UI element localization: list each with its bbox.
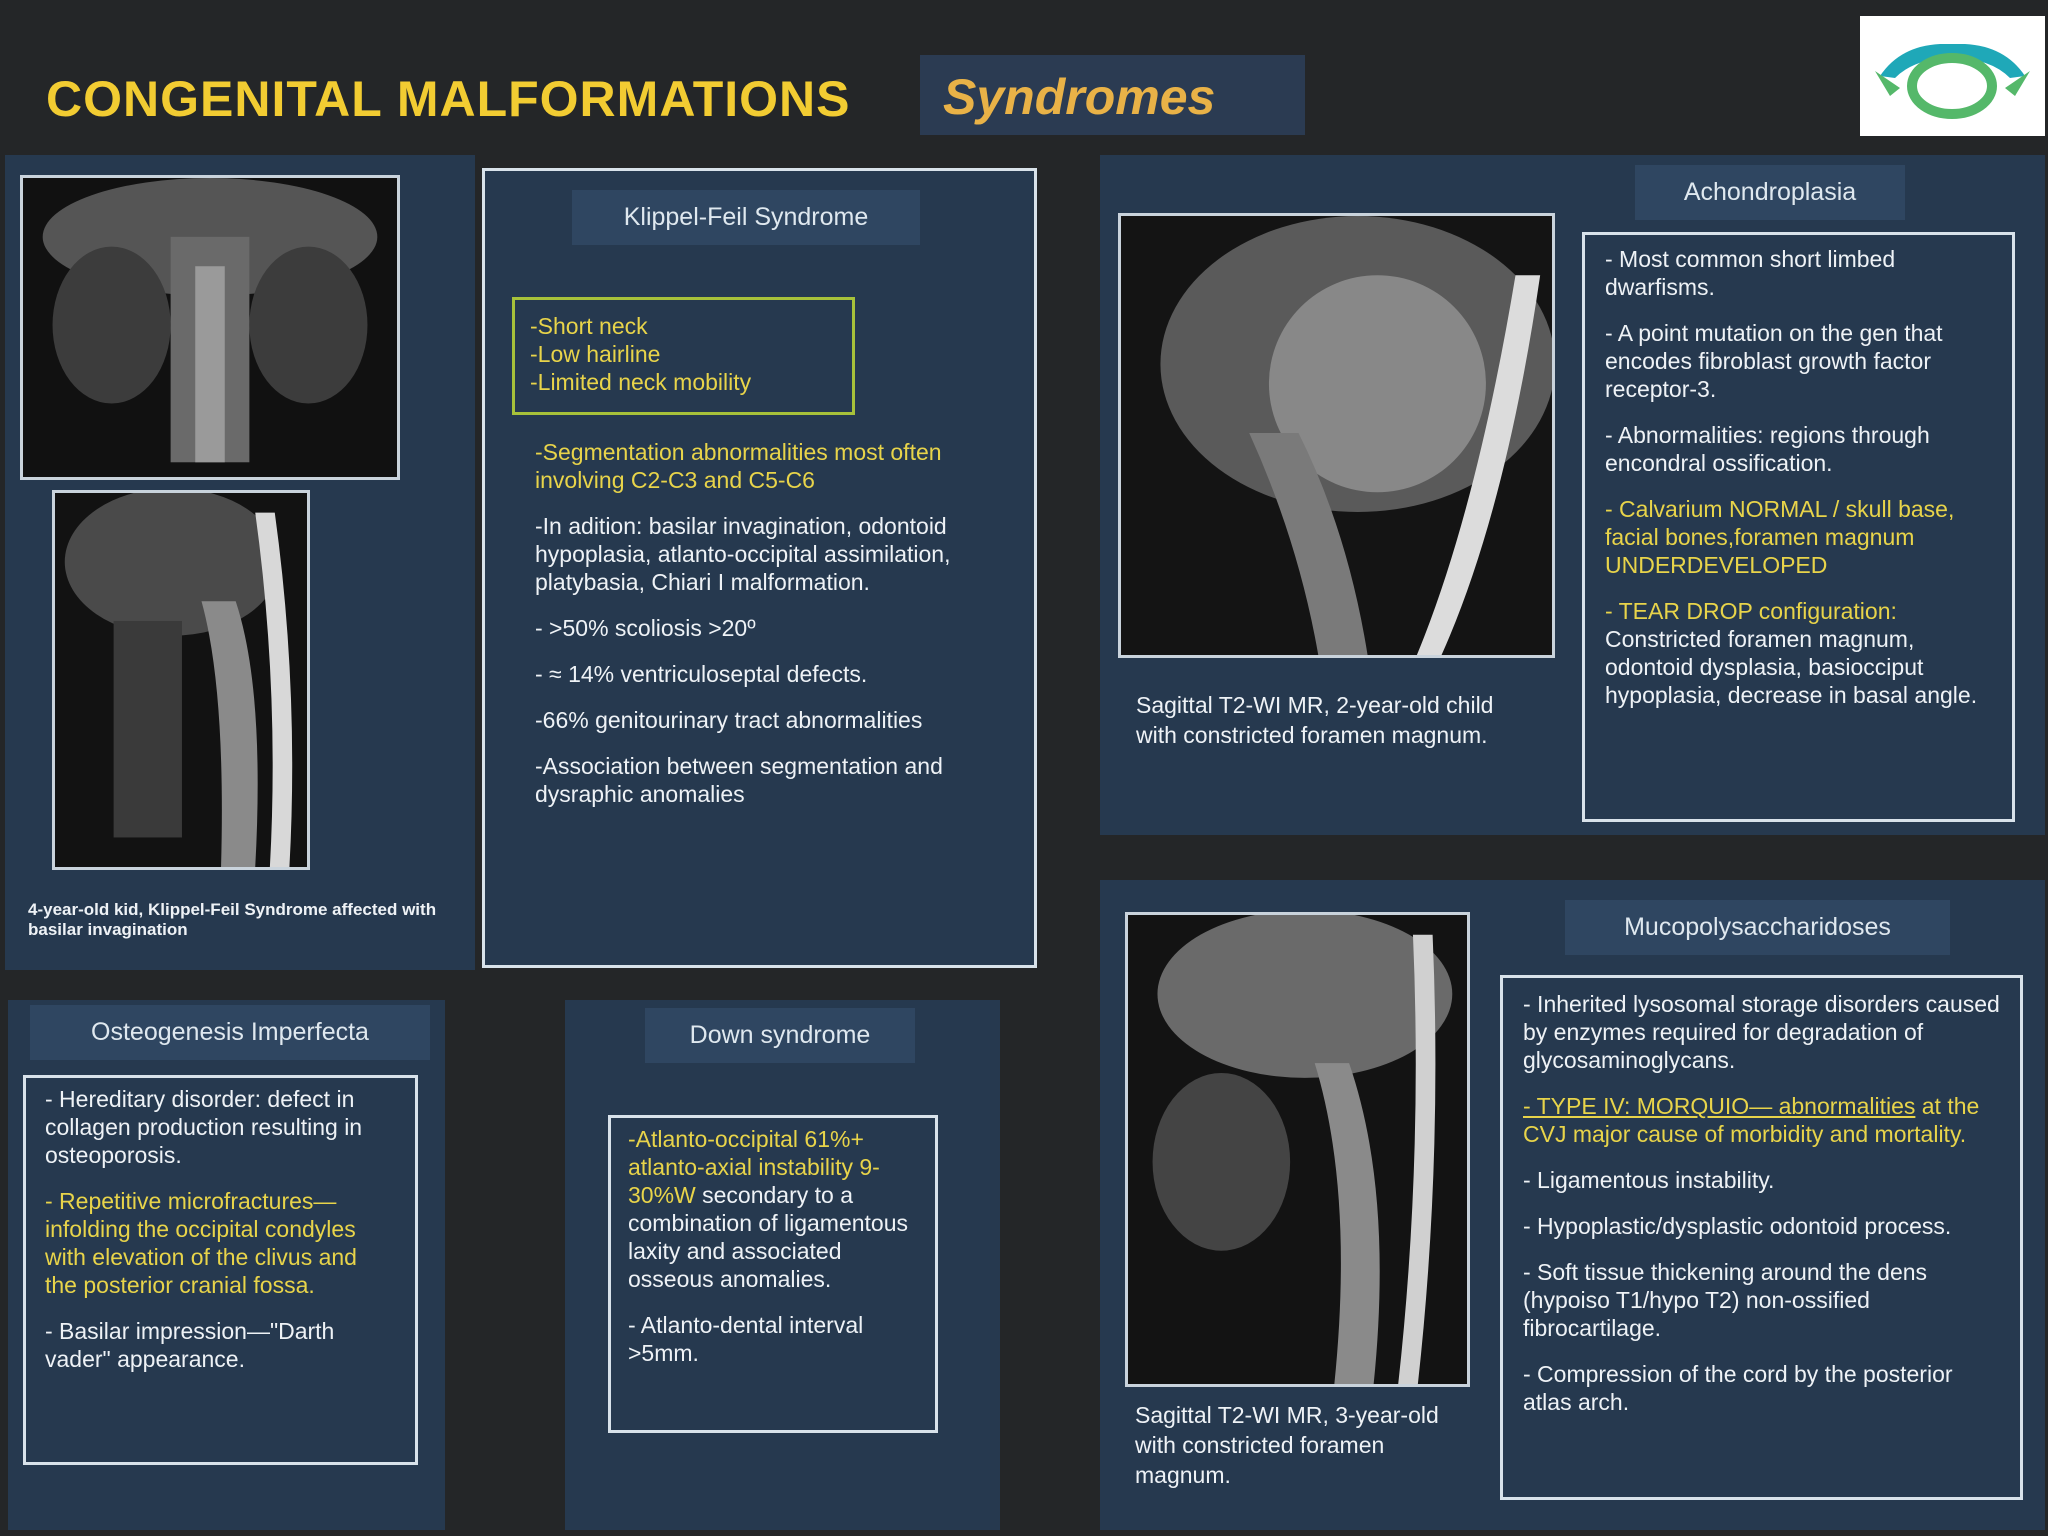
logo-image xyxy=(1860,16,2045,136)
osteogenesis-p2: - Repetitive microfractures—infolding the occipital condyles with elevation of the clivus and the posterior cranial fossa. xyxy=(45,1188,357,1298)
down-p1-text: secondary to a combination of ligamentous laxity and associated osseous anomalies. xyxy=(628,1182,908,1292)
achondroplasia-text xyxy=(1605,245,2000,727)
mri-sagittal-image xyxy=(52,490,310,870)
achondroplasia-p2: - A point mutation on the gen that encodes fibroblast growth factor receptor-3. xyxy=(1605,320,1943,402)
mps-p3: - Ligamentous instability. xyxy=(1523,1167,1775,1193)
triad-item: -Low hairline xyxy=(530,341,661,367)
mri-achondroplasia-image xyxy=(1118,213,1555,658)
achondroplasia-p1: - Most common short limbed dwarfisms. xyxy=(1605,246,1896,300)
mri-mps-image xyxy=(1125,912,1470,1387)
klippel-gu-text: -66% genitourinary tract abnormalities xyxy=(535,707,923,733)
down-heading: Down syndrome xyxy=(645,1008,915,1063)
achondroplasia-p5-highlight: - TEAR DROP configuration: xyxy=(1605,598,1897,624)
down-p2: - Atlanto-dental interval >5mm. xyxy=(628,1312,864,1366)
osteogenesis-heading: Osteogenesis Imperfecta xyxy=(30,1005,430,1060)
vertebra-logo-icon xyxy=(1860,16,2045,136)
klippel-segmentation-text: -Segmentation abnormalities most often involving C2-C3 and C5-C6 xyxy=(535,439,942,493)
klippel-heading: Klippel-Feil Syndrome xyxy=(572,190,920,245)
achondroplasia-caption: Sagittal T2-WI MR, 2-year-old child with constricted foramen magnum. xyxy=(1136,692,1494,748)
achondroplasia-heading: Achondroplasia xyxy=(1635,165,1905,220)
page-title: CONGENITAL MALFORMATIONS xyxy=(46,71,851,127)
down-text xyxy=(628,1125,923,1385)
klippel-addition-text: -In adition: basilar invagination, odontoid hypoplasia, atlanto-occipital assimilation, platybasia, Chiari I malformation. xyxy=(535,513,951,595)
mps-p6: - Compression of the cord by the posterior atlas arch. xyxy=(1523,1361,1953,1415)
triad-item: -Short neck xyxy=(530,313,648,339)
achondroplasia-p3: - Abnormalities: regions through encondral ossification. xyxy=(1605,422,1930,476)
klippel-image-caption: 4-year-old kid, Klippel-Feil Syndrome affected with basilar invagination xyxy=(28,900,437,939)
klippel-vsd-text: - ≈ 14% ventriculoseptal defects. xyxy=(535,661,868,687)
down-p1-highlight: -Atlanto-occipital 61%+ atlanto-axial instability 9-30%W xyxy=(628,1126,880,1208)
klippel-details xyxy=(535,438,955,826)
osteogenesis-text xyxy=(45,1085,385,1391)
mps-caption: Sagittal T2-WI MR, 3-year-old with constricted foramen magnum. xyxy=(1135,1402,1439,1488)
mps-text xyxy=(1523,990,2003,1434)
osteogenesis-p3: - Basilar impression—"Darth vader" appearance. xyxy=(45,1318,335,1372)
mps-heading: Mucopolysaccharidoses xyxy=(1565,900,1950,955)
achondroplasia-p5-text: Constricted foramen magnum, odontoid dysplasia, basiocciput hypoplasia, decrease in basal angle. xyxy=(1605,626,1978,708)
page-subtitle: Syndromes xyxy=(943,69,1216,125)
klippel-triad-list xyxy=(530,312,850,396)
mps-p4: - Hypoplastic/dysplastic odontoid process. xyxy=(1523,1213,1952,1239)
mps-p1: - Inherited lysosomal storage disorders caused by enzymes required for degradation of glycosaminoglycans. xyxy=(1523,991,2000,1073)
klippel-scoliosis-text: - >50% scoliosis >20º xyxy=(535,615,756,641)
mps-p2-text: at the CVJ major cause of morbidity and mortality. xyxy=(1523,1093,1980,1147)
klippel-assoc-text: -Association between segmentation and dysraphic anomalies xyxy=(535,753,943,807)
mps-p2-underlined: - TYPE IV: MORQUIO— abnormalities xyxy=(1523,1093,1916,1119)
achondroplasia-p5 xyxy=(1605,597,2000,709)
triad-item: -Limited neck mobility xyxy=(530,369,752,395)
mri-coronal-image xyxy=(20,175,400,480)
mps-p5: - Soft tissue thickening around the dens (hypoiso T1/hypo T2) non-ossified fibrocartilage. xyxy=(1523,1259,1928,1341)
achondroplasia-p4: - Calvarium NORMAL / skull base, facial bones,foramen magnum UNDERDEVELOPED xyxy=(1605,496,1955,578)
osteogenesis-p1: - Hereditary disorder: defect in collagen production resulting in osteoporosis. xyxy=(45,1086,363,1168)
